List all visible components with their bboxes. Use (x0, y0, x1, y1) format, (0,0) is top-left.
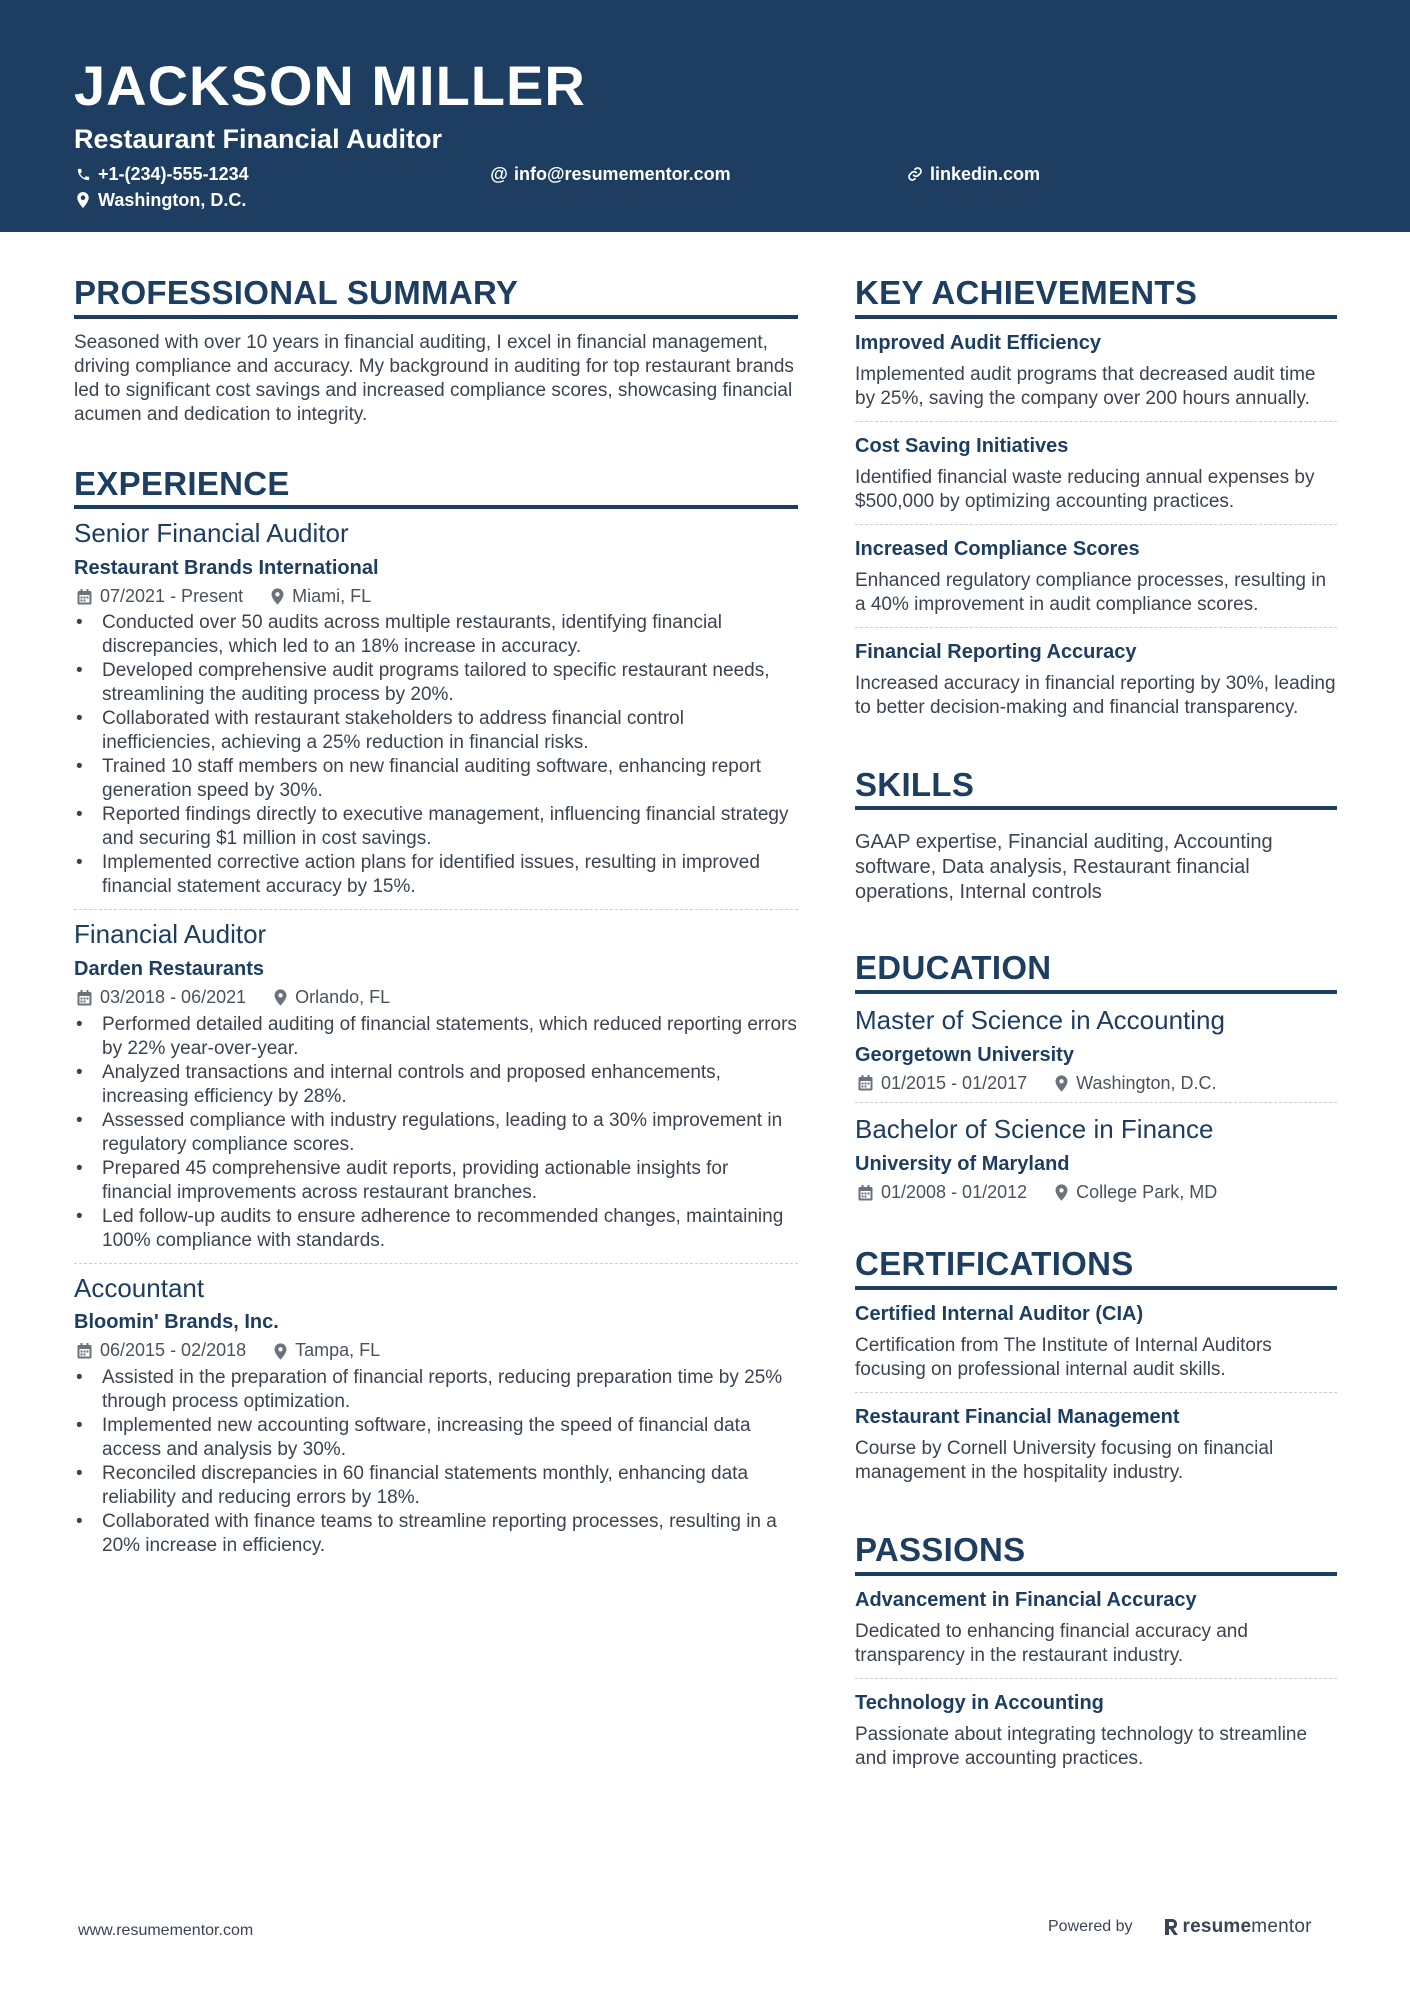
skills-text: GAAP expertise, Financial auditing, Accounting software, Data analysis, Restaurant financial operations, Internal controls (855, 831, 1273, 904)
experience-section (74, 464, 798, 1568)
brand-logo[interactable] (1163, 1916, 1312, 1938)
job-title: Financial Auditor (74, 919, 267, 950)
passion-entry (855, 1576, 1337, 1679)
passion-title: Technology in Accounting (855, 1691, 1104, 1714)
contact-email (490, 165, 731, 183)
location-pin-icon (274, 1343, 287, 1360)
contact-phone (74, 165, 249, 183)
bullet-item: • Collaborated with finance teams to streamline reporting processes, resulting in a 20% increase in efficiency. (74, 1510, 798, 1558)
left-column (74, 276, 798, 1602)
education-location-text: Washington, D.C. (1076, 1072, 1217, 1093)
achievement-title: Increased Compliance Scores (855, 537, 1140, 560)
achievement-entry (855, 319, 1337, 422)
job-title: Accountant (74, 1272, 205, 1303)
location-pin-icon (1055, 1184, 1068, 1201)
linkedin-link[interactable]: linkedin.com (930, 164, 1041, 184)
skills-section (855, 765, 1337, 906)
bullet-item: • Trained 10 staff members on new financial auditing software, enhancing report generation speed by 30%. (74, 755, 798, 803)
contact-linkedin (906, 165, 1040, 183)
certification-desc: Course by Cornell University focusing on financial management in the hospitality industry. (855, 1437, 1274, 1483)
location-pin-icon (274, 989, 287, 1006)
powered-by-label: Powered by (1048, 1918, 1133, 1935)
section-heading-certifications: CERTIFICATIONS (855, 1247, 1337, 1290)
certification-entry (855, 1393, 1337, 1495)
education-location-text: College Park, MD (1076, 1181, 1218, 1202)
brand-name-light: mentor (1251, 1916, 1312, 1937)
section-heading-achievements: KEY ACHIEVEMENTS (855, 276, 1337, 319)
achievement-title: Improved Audit Efficiency (855, 331, 1101, 354)
company-name: Bloomin' Brands, Inc. (74, 1311, 279, 1334)
achievement-desc: Enhanced regulatory compliance processes, resulting in a 40% improvement in audit compliance scores. (855, 569, 1327, 615)
achievement-entry (855, 422, 1337, 525)
education-dates-text: 01/2015 - 01/2017 (881, 1072, 1028, 1093)
job-location-text: Orlando, FL (295, 987, 391, 1008)
bullet-item: • Reported findings directly to executive management, influencing financial strategy and securing $1 million in cost savings. (74, 803, 798, 851)
certification-entry (855, 1290, 1337, 1393)
calendar-icon (77, 990, 92, 1006)
certification-title: Certified Internal Auditor (CIA) (855, 1302, 1144, 1325)
job-title: Senior Financial Auditor (74, 518, 349, 549)
email-link[interactable]: info@resumementor.com (514, 164, 731, 184)
section-heading-passions: PASSIONS (855, 1533, 1337, 1576)
job-entry (74, 509, 798, 910)
job-dates (77, 586, 243, 608)
at-icon: @ (490, 164, 508, 184)
location-pin-icon (271, 588, 284, 605)
job-dates-text: 06/2015 - 02/2018 (100, 1340, 247, 1361)
bullet-item: • Analyzed transactions and internal controls and proposed enhancements, increasing efficiency by 28%. (74, 1061, 798, 1109)
passions-section (855, 1530, 1337, 1781)
contact-location (74, 191, 246, 209)
bullet-item: • Assisted in the preparation of financial reports, reducing preparation time by 25% through process optimization. (74, 1366, 798, 1414)
certifications-section (855, 1247, 1337, 1495)
company-name: Darden Restaurants (74, 958, 265, 981)
location-text: Washington, D.C. (98, 190, 247, 210)
candidate-title: Restaurant Financial Auditor (74, 124, 443, 154)
right-column (855, 276, 1337, 1815)
job-bullets (74, 1366, 798, 1558)
job-location-text: Miami, FL (292, 585, 372, 606)
job-dates-text: 03/2018 - 06/2021 (100, 987, 247, 1008)
job-location (274, 1340, 380, 1362)
education-dates-text: 01/2008 - 01/2012 (881, 1181, 1028, 1202)
achievement-title: Cost Saving Initiatives (855, 434, 1069, 457)
achievement-title: Financial Reporting Accuracy (855, 640, 1137, 663)
calendar-icon (77, 1343, 92, 1359)
achievement-desc: Implemented audit programs that decreased audit time by 25%, saving the company over 200 hours annually. (855, 363, 1316, 409)
education-dates (858, 1073, 1027, 1095)
passion-desc: Passionate about integrating technology to streamline and improve accounting practices. (855, 1723, 1308, 1769)
section-heading-summary: PROFESSIONAL SUMMARY (74, 276, 798, 319)
location-pin-icon (74, 191, 92, 209)
phone-icon (74, 165, 92, 183)
passion-title: Advancement in Financial Accuracy (855, 1588, 1197, 1611)
resumementor-logo-icon (1163, 1917, 1179, 1937)
education-meta (858, 1073, 1337, 1095)
phone-number[interactable]: +1-(234)-555-1234 (98, 164, 249, 184)
brand-name-bold: resume (1182, 1916, 1252, 1937)
bullet-item: • Implemented corrective action plans for identified issues, resulting in improved financial statement accuracy by 15%. (74, 851, 798, 899)
achievement-entry (855, 525, 1337, 628)
job-location (271, 586, 371, 608)
certification-desc: Certification from The Institute of Internal Auditors focusing on professional internal audit skills. (855, 1334, 1272, 1380)
section-heading-skills: SKILLS (855, 768, 1337, 811)
link-icon (906, 165, 924, 183)
job-entry (74, 910, 798, 1263)
bullet-item: • Assessed compliance with industry regulations, leading to a 30% improvement in regulatory compliance scores. (74, 1109, 798, 1157)
job-dates (77, 1340, 246, 1362)
footer-branding (1048, 1916, 1312, 1938)
education-section (855, 951, 1337, 1211)
calendar-icon (858, 1075, 873, 1091)
education-location (1055, 1073, 1216, 1095)
bullet-item: • Conducted over 50 audits across multiple restaurants, identifying financial discrepancies, which led to an 18% increase in accuracy. (74, 611, 798, 659)
footer-website[interactable]: www.resumementor.com (78, 1922, 254, 1939)
degree-title: Master of Science in Accounting (855, 1004, 1225, 1035)
summary-text: Seasoned with over 10 years in financial auditing, I excel in financial management, driving compliance and accuracy. My background in auditing for top restaurant brands led to significant cost savings and increased compliance scores, showcasing financial acumen and dedication to integrity. (74, 331, 794, 425)
job-bullets (74, 1013, 798, 1253)
job-dates (77, 987, 246, 1009)
calendar-icon (858, 1185, 873, 1201)
bullet-item: • Led follow-up audits to ensure adherence to recommended changes, maintaining 100% compliance with standards. (74, 1205, 798, 1253)
education-meta (858, 1182, 1337, 1204)
passion-desc: Dedicated to enhancing financial accuracy and transparency in the restaurant industry. (855, 1620, 1248, 1666)
certification-title: Restaurant Financial Management (855, 1405, 1180, 1428)
job-location-text: Tampa, FL (295, 1340, 381, 1361)
bullet-item: • Collaborated with restaurant stakeholders to address financial control inefficiencies, achieving a 25% reduction in financial risks. (74, 707, 798, 755)
bullet-item: • Reconciled discrepancies in 60 financial statements monthly, enhancing data reliability and reducing errors by 18%. (74, 1462, 798, 1510)
section-heading-education: EDUCATION (855, 951, 1337, 994)
degree-title: Bachelor of Science in Finance (855, 1114, 1214, 1145)
job-meta (77, 1340, 798, 1362)
location-pin-icon (1055, 1075, 1068, 1092)
bullet-item: • Developed comprehensive audit programs tailored to specific restaurant needs, streamlining the auditing process by 20%. (74, 659, 798, 707)
job-bullets (74, 611, 798, 899)
achievement-desc: Identified financial waste reducing annual expenses by $500,000 by optimizing accounting practices. (855, 466, 1315, 512)
company-name: Restaurant Brands International (74, 556, 379, 579)
job-entry (74, 1264, 798, 1568)
candidate-name: JACKSON MILLER (74, 54, 586, 117)
education-dates (858, 1182, 1027, 1204)
section-heading-experience: EXPERIENCE (74, 467, 798, 510)
passion-entry (855, 1679, 1337, 1781)
school-name: Georgetown University (855, 1043, 1074, 1066)
job-meta (77, 586, 798, 608)
calendar-icon (77, 589, 92, 605)
education-entry (855, 994, 1337, 1103)
bullet-item: • Implemented new accounting software, increasing the speed of financial data access and analysis by 30%. (74, 1414, 798, 1462)
job-dates-text: 07/2021 - Present (100, 585, 244, 606)
achievements-section (855, 276, 1337, 730)
resume-header (0, 0, 1410, 232)
job-location (274, 987, 390, 1009)
school-name: University of Maryland (855, 1152, 1070, 1175)
education-location (1055, 1182, 1217, 1204)
bullet-item: • Prepared 45 comprehensive audit reports, providing actionable insights for financial improvements across restaurant branches. (74, 1157, 798, 1205)
summary-section (74, 276, 798, 427)
education-entry (855, 1103, 1337, 1211)
achievement-entry (855, 628, 1337, 730)
achievement-desc: Increased accuracy in financial reporting by 30%, leading to better decision-making and financial transparency. (855, 672, 1336, 718)
job-meta (77, 987, 798, 1009)
bullet-item: • Performed detailed auditing of financial statements, which reduced reporting errors by 22% year-over-year. (74, 1013, 798, 1061)
